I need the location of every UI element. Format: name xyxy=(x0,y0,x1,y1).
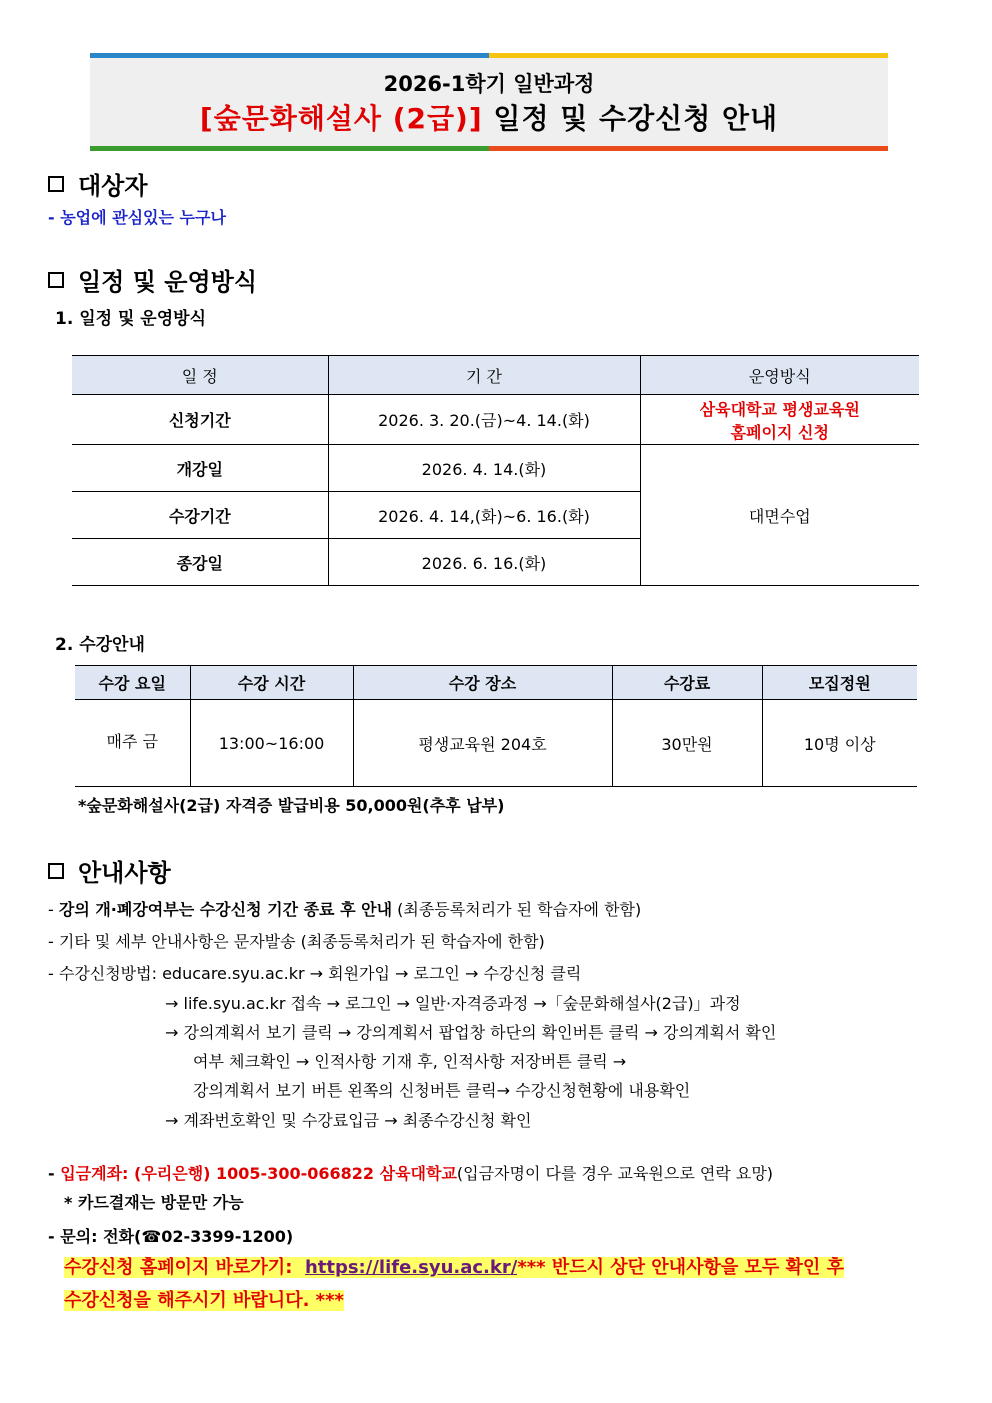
section-schedule-label: 일정 및 운영방식 xyxy=(78,268,257,296)
section-target-label: 대상자 xyxy=(78,172,148,200)
section-info-label: 안내사항 xyxy=(78,859,171,887)
table-cell: 10명 이상 xyxy=(762,700,917,787)
info-item-3: - 수강신청방법: educare.syu.ac.kr → 회원가입 → 로그인 → 수강신청 클릭 xyxy=(48,964,582,983)
homepage-line-2 xyxy=(64,1286,344,1312)
table-header: 수강 시간 xyxy=(190,666,353,700)
table-header: 수강료 xyxy=(612,666,762,700)
info-item-3-line2: → life.syu.ac.kr 접속 → 로그인 → 일반·자격증과정 →「숲문화해설사(2급)」과정 xyxy=(165,994,741,1013)
certificate-fee-note: *숲문화해설사(2급) 자격증 발급비용 50,000원(추후 납부) xyxy=(78,796,505,815)
table-cell: 2026. 3. 20.(금)~4. 14.(화) xyxy=(328,395,640,445)
table-cell-merged: 대면수업 xyxy=(640,445,919,586)
account-note: (입금자명이 다를 경우 교육원으로 연락 요망) xyxy=(456,1164,774,1183)
section-schedule-heading xyxy=(48,262,257,297)
table-row xyxy=(72,395,919,445)
table-cell: 30만원 xyxy=(612,700,762,787)
contact-info: - 문의: 전화(☎02-3399-1200) xyxy=(48,1227,294,1246)
title-banner xyxy=(90,53,888,151)
checkbox-icon xyxy=(48,863,64,879)
account-info: - 입금계좌: (우리은행) 1005-300-066822 삼육대학교(입금자명이 다를 경우 교육원으로 연락 요망) xyxy=(48,1164,774,1183)
info-item-1-rest: (최종등록처리가 된 학습자에 한함) xyxy=(392,900,642,919)
title-highlight: [숲문화해설사 (2급)] xyxy=(199,102,483,135)
table-header: 수강 장소 xyxy=(353,666,612,700)
table-cell: 개강일 xyxy=(72,445,328,492)
table-header: 일 정 xyxy=(72,356,328,395)
info-item-3-line4: 여부 체크확인 → 인적사항 기재 후, 인적사항 저장버튼 클릭 → xyxy=(193,1052,627,1071)
table-cell: 신청기간 xyxy=(72,395,328,445)
target-text: - 농업에 관심있는 누구나 xyxy=(48,208,226,227)
card-payment-note: * 카드결재는 방문만 가능 xyxy=(64,1193,244,1212)
title-rest: 일정 및 수강신청 안내 xyxy=(482,102,779,135)
banner-subtitle: 2026-1학기 일반과정 xyxy=(383,72,595,96)
info-item-3-line5: 강의계획서 보기 버튼 왼쪽의 신청버튼 클릭→ 수강신청현황에 내용확인 xyxy=(193,1081,691,1100)
banner-bottom-bar-orange xyxy=(489,146,888,151)
table-cell: 13:00~16:00 xyxy=(190,700,353,787)
table-header-row xyxy=(75,666,917,700)
info-item-1-bold: 강의 개·폐강여부는 수강신청 기간 종료 후 안내 xyxy=(58,900,393,919)
homepage-tail: *** 반드시 상단 안내사항을 모두 확인 후 xyxy=(517,1257,844,1278)
banner-bottom-bar-green xyxy=(90,146,489,151)
section-target-heading xyxy=(48,166,148,201)
table-header: 모집정원 xyxy=(762,666,917,700)
homepage-link[interactable]: https://life.syu.ac.kr/ xyxy=(304,1257,518,1278)
table-header: 운영방식 xyxy=(640,356,919,395)
banner-top-bar-yellow xyxy=(489,53,888,58)
checkbox-icon xyxy=(48,176,64,192)
table-header-row xyxy=(72,356,919,395)
homepage-line xyxy=(64,1253,844,1279)
table-header: 기 간 xyxy=(328,356,640,395)
table-row xyxy=(72,445,919,492)
contact-phone: 문의: 전화(☎02-3399-1200) xyxy=(60,1227,294,1246)
table-cell: 2026. 6. 16.(화) xyxy=(328,539,640,586)
info-item-3-line3: → 강의계획서 보기 클릭 → 강의계획서 팝업창 하단의 확인버튼 클릭 → 강의계획서 확인 xyxy=(165,1023,777,1042)
info-item-1: - 강의 개·폐강여부는 수강신청 기간 종료 후 안내 (최종등록처리가 된 학습자에 한함) xyxy=(48,900,642,919)
table-cell: 삼육대학교 평생교육원 홈페이지 신청 xyxy=(640,395,919,445)
checkbox-icon xyxy=(48,272,64,288)
schedule-table xyxy=(72,355,919,586)
table-cell: 종강일 xyxy=(72,539,328,586)
table-cell: 평생교육원 204호 xyxy=(353,700,612,787)
page-title xyxy=(90,97,888,137)
table-cell: 2026. 4. 14,(화)~6. 16.(화) xyxy=(328,492,640,539)
table-row xyxy=(75,700,917,787)
homepage-tail-2: 수강신청을 해주시기 바랍니다. *** xyxy=(64,1290,344,1311)
section-info-heading xyxy=(48,853,171,888)
info-item-2: - 기타 및 세부 안내사항은 문자발송 (최종등록처리가 된 학습자에 한함) xyxy=(48,932,545,951)
schedule-sub2: 2. 수강안내 xyxy=(55,635,145,655)
table-cell: 2026. 4. 14.(화) xyxy=(328,445,640,492)
banner-top-bar-blue xyxy=(90,53,489,58)
schedule-sub1: 1. 일정 및 운영방식 xyxy=(55,309,206,329)
course-info-table xyxy=(75,665,917,787)
account-number: 입금계좌: (우리은행) 1005-300-066822 삼육대학교 xyxy=(60,1164,457,1183)
info-item-3-line6: → 계좌번호확인 및 수강료입금 → 최종수강신청 확인 xyxy=(165,1111,532,1130)
table-cell: 매주 금 xyxy=(75,700,190,787)
table-cell: 수강기간 xyxy=(72,492,328,539)
homepage-label: 수강신청 홈페이지 바로가기: xyxy=(64,1257,299,1278)
table-header: 수강 요일 xyxy=(75,666,190,700)
